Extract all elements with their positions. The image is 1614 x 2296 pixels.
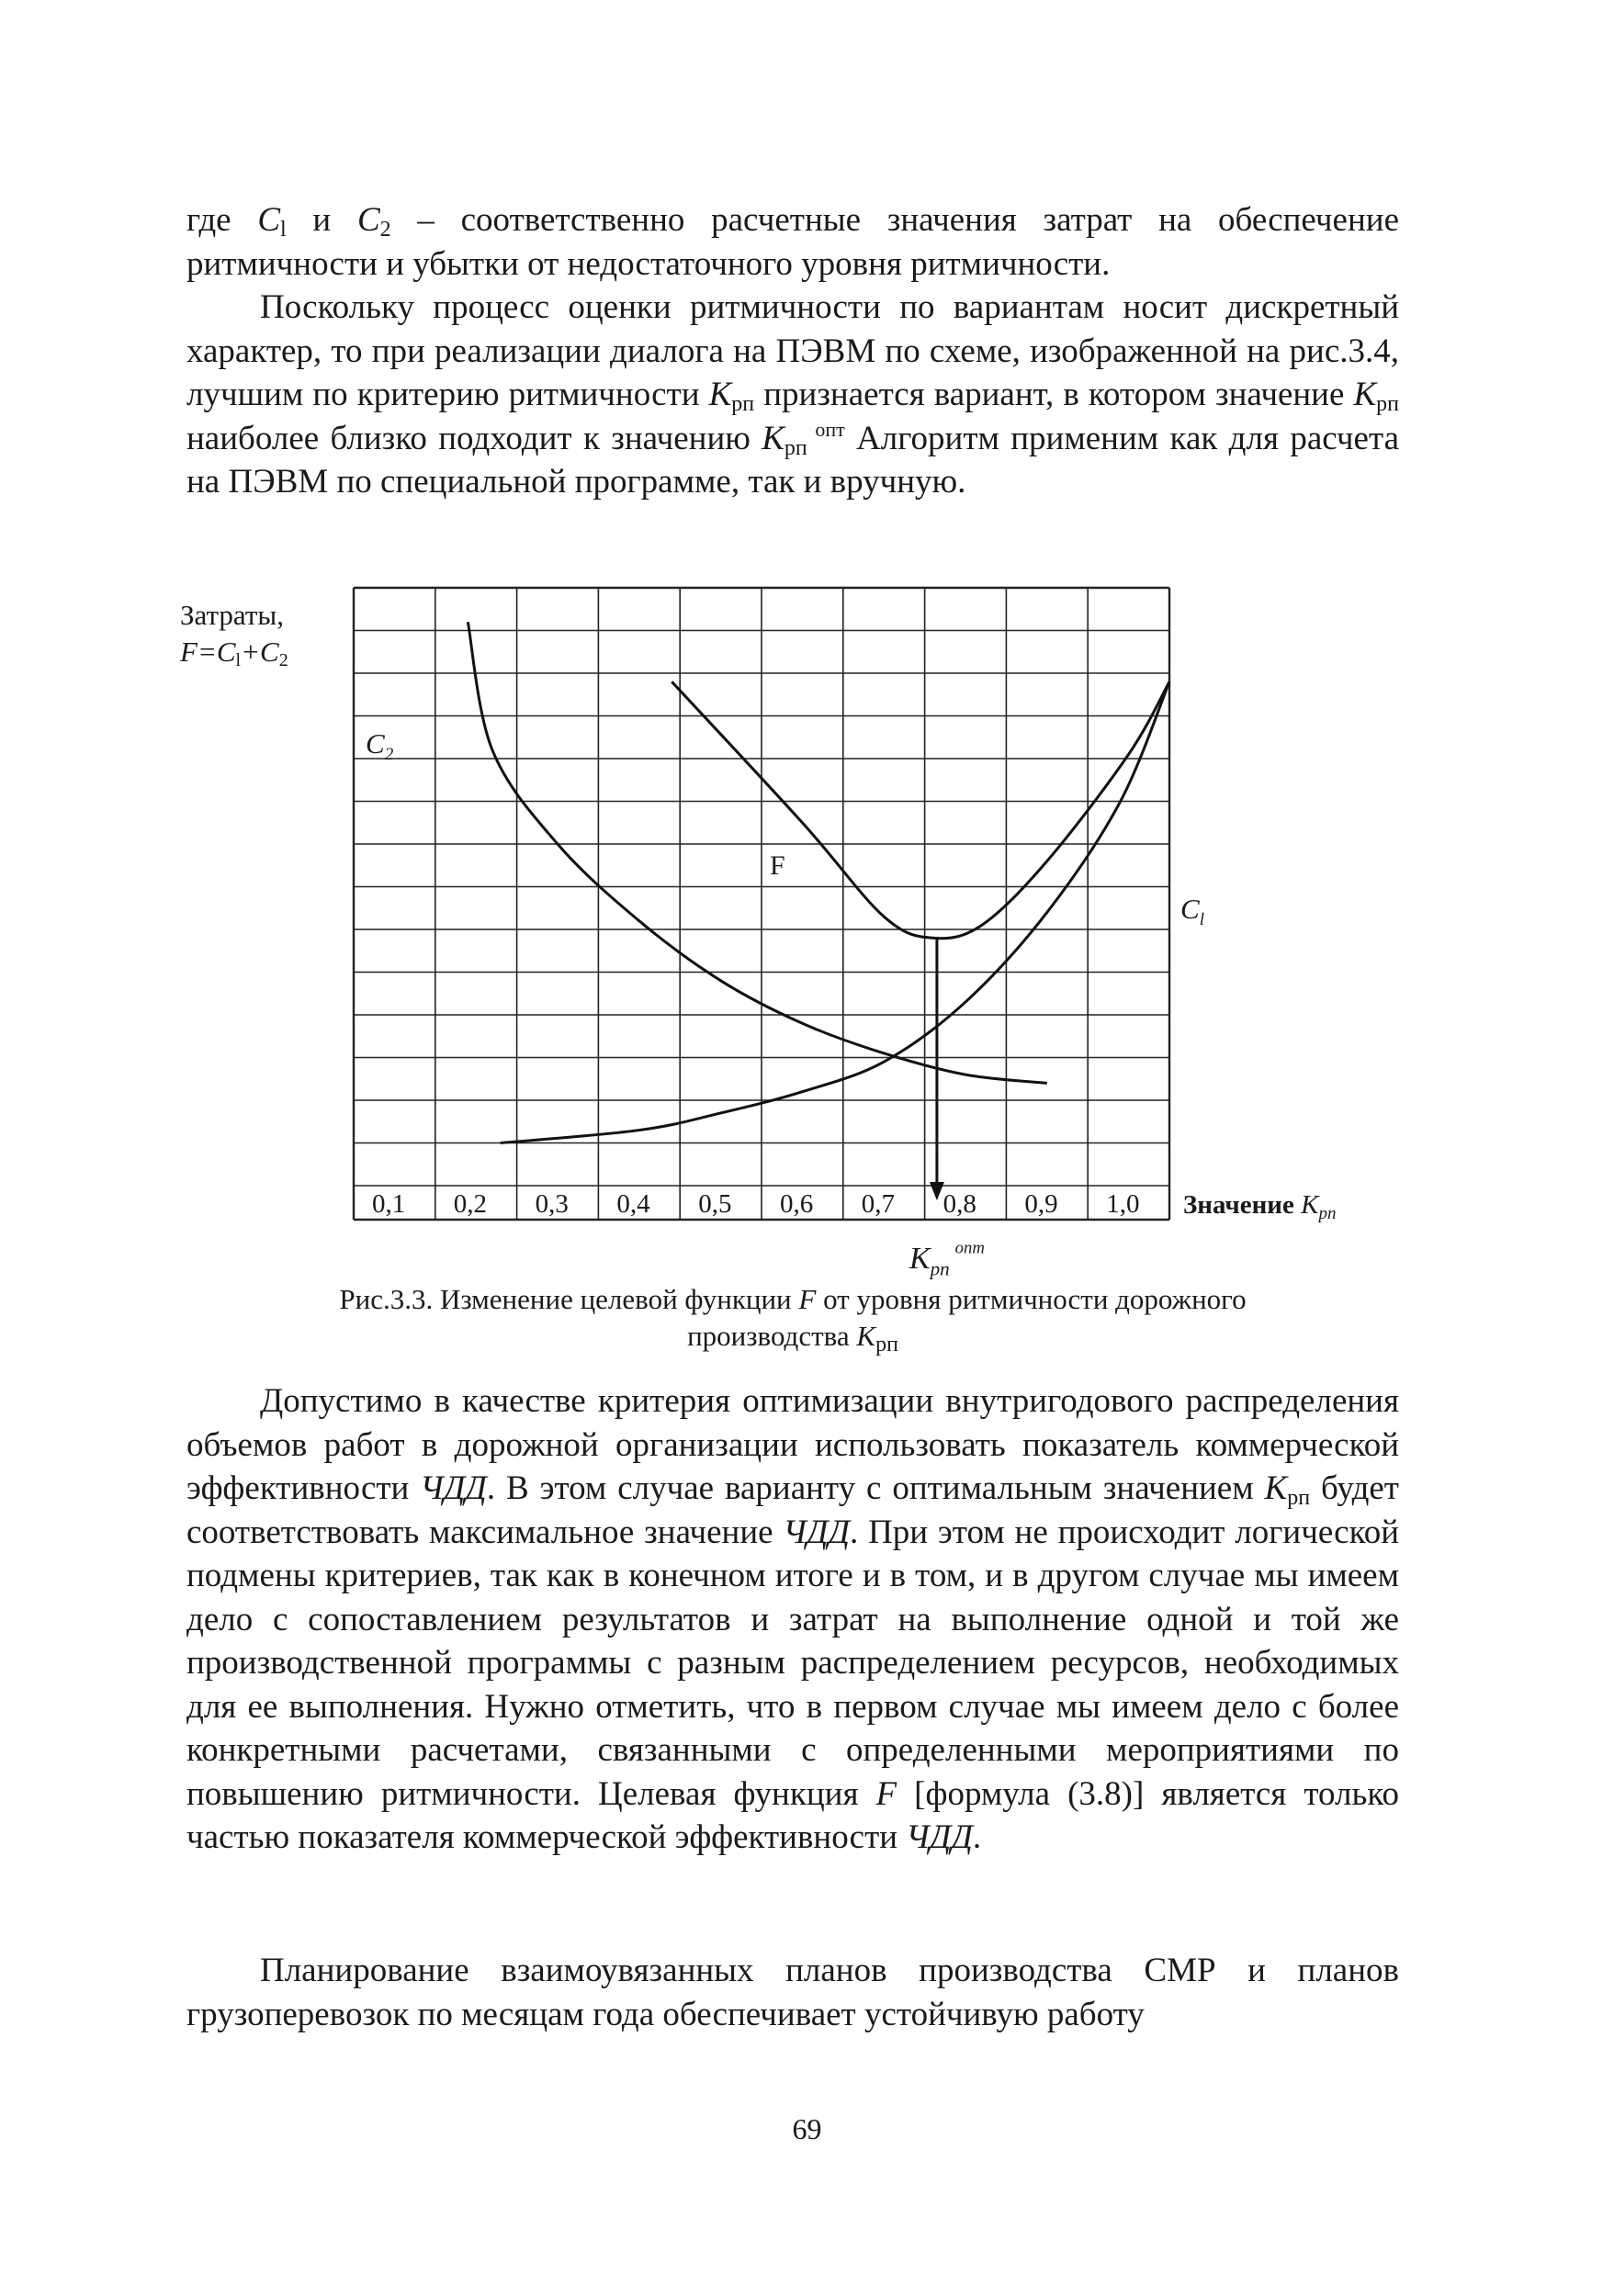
paragraph-2: [186, 286, 1399, 504]
text-run: =: [197, 636, 217, 668]
paragraph-4: [186, 1949, 1399, 2036]
text-run: K: [1264, 1469, 1288, 1507]
text-run: C: [257, 201, 281, 239]
label-c2: $C_2$: [366, 727, 394, 764]
text-run: опт: [807, 417, 845, 441]
x-tick-label: 0,6: [780, 1189, 814, 1219]
text-run: F: [875, 1774, 897, 1813]
x-tick-label: 0,8: [942, 1189, 976, 1219]
text-run: 2: [379, 218, 391, 242]
text-run: l: [235, 650, 242, 670]
x-tick-label: 0,5: [698, 1189, 732, 1219]
series-line-cl: [501, 681, 1169, 1142]
figure-caption: [186, 1281, 1399, 1355]
text-run: Допустимо в качестве критерия оптимизации внутригодового распределения объемов работ в дорожной организации использовать показатель коммерческой эффективности: [186, 1382, 1399, 1507]
text-run: K: [856, 1320, 876, 1352]
text-run: ЧДД: [420, 1469, 487, 1507]
text-run: F: [180, 636, 198, 668]
y-axis-label: [180, 597, 288, 670]
label-f: F: [770, 850, 785, 881]
text-run: где: [186, 201, 258, 239]
text-run: рп: [784, 435, 807, 460]
text-run: F: [798, 1283, 817, 1315]
text-run: Рис.3.3. Изменение целевой функции: [339, 1283, 799, 1315]
text-run: – соответственно расчетные значения затрат на обеспечение ритмичности и убытки от недостаточного уровня ритмичности.: [186, 201, 1399, 283]
text-run: C: [260, 636, 279, 668]
x-tick-label: 0,2: [453, 1189, 488, 1219]
optimum-arrow: [930, 1182, 944, 1200]
text-run: [формула (3.8)] является только частью показателя коммерческой эффективности: [186, 1774, 1399, 1856]
chart-annotations: [366, 727, 1336, 1279]
x-axis-label: Значение $K_{рп}$: [1183, 1190, 1337, 1223]
text-run: наиболее близко подходит к значению: [186, 419, 762, 457]
text-run: . При этом не происходит логической подмены критериев, так как в конечном итоге и в том, и в другом случае мы имеем дело с сопоставлением результатов и затрат на выполнение одной и той же производственной программы с разным распределением ресурсов, необходимых для ее выполнения. Нужно отметить, что в первом случае мы имеем дело с более конкретными расчетами, связанными с определенными мероприятиями по повышению ритмичности. Целевая функция: [186, 1513, 1399, 1813]
x-tick-label: 0,4: [616, 1189, 650, 1219]
text-run: рп: [731, 392, 755, 416]
series-line-f: [672, 681, 1169, 938]
text-run: l: [280, 218, 287, 242]
text-run: Алгоритм применим как для расчета на ПЭВМ по специальной программе, так и вручную.: [186, 419, 1400, 501]
x-tick-label: 0,1: [372, 1189, 406, 1219]
text-run: ЧДД: [783, 1513, 850, 1551]
text-run: и: [286, 201, 357, 239]
paragraph-1: [186, 198, 1399, 286]
cost-chart: [354, 588, 1387, 1280]
paragraph-3: [186, 1379, 1399, 1860]
x-tick-label: 0,7: [861, 1189, 896, 1219]
text-run: от уровня ритмичности дорожного: [816, 1283, 1247, 1315]
text-run: рп: [875, 1333, 898, 1356]
text-run: производства: [687, 1320, 857, 1352]
text-run: рп: [1287, 1486, 1311, 1510]
text-run: . В этом случае варианту с оптимальным значением: [486, 1469, 1265, 1507]
y-axis-label-formula: [180, 634, 288, 670]
text-run: K: [708, 376, 732, 413]
caption-line-2: [186, 1318, 1399, 1355]
text-run: C: [216, 636, 236, 668]
optimum-label: $K_{рп}^{опт}$: [909, 1238, 985, 1280]
caption-line-1: [186, 1281, 1399, 1318]
text-run: .: [972, 1818, 982, 1856]
text-run: рп: [1376, 392, 1399, 416]
text-run: признается вариант, в котором значение: [754, 376, 1354, 413]
chart-curves: [468, 622, 1169, 1200]
text-run: C: [356, 201, 380, 239]
y-axis-label-line1: Затраты,: [180, 599, 284, 631]
text-run: +: [241, 636, 261, 668]
series-line-c2: [468, 622, 1046, 1083]
x-tick-label: 0,3: [535, 1189, 569, 1219]
page-number: 69: [792, 2112, 822, 2145]
text-run: ЧДД: [906, 1818, 973, 1856]
x-tick-label: 1,0: [1106, 1189, 1140, 1219]
text-run: Планирование взаимоувязанных планов производства СМР и планов грузоперевозок по месяцам года обеспечивает устойчивую работу: [186, 1952, 1399, 2033]
text-run: будет соответствовать максимальное значение: [186, 1469, 1399, 1551]
text-run: K: [1353, 376, 1377, 413]
text-run: K: [762, 419, 784, 457]
x-tick-labels: [372, 1189, 1139, 1219]
text-run: Поскольку процесс оценки ритмичности по вариантам носит дискретный характер, то при реализации диалога на ПЭВМ по схеме, изображенной на рис.3.4, лучшим по критерию ритмичности: [186, 288, 1399, 413]
text-run: 2: [278, 650, 288, 670]
x-tick-label: 0,9: [1024, 1189, 1058, 1219]
label-c1: $C_l$: [1180, 893, 1205, 929]
